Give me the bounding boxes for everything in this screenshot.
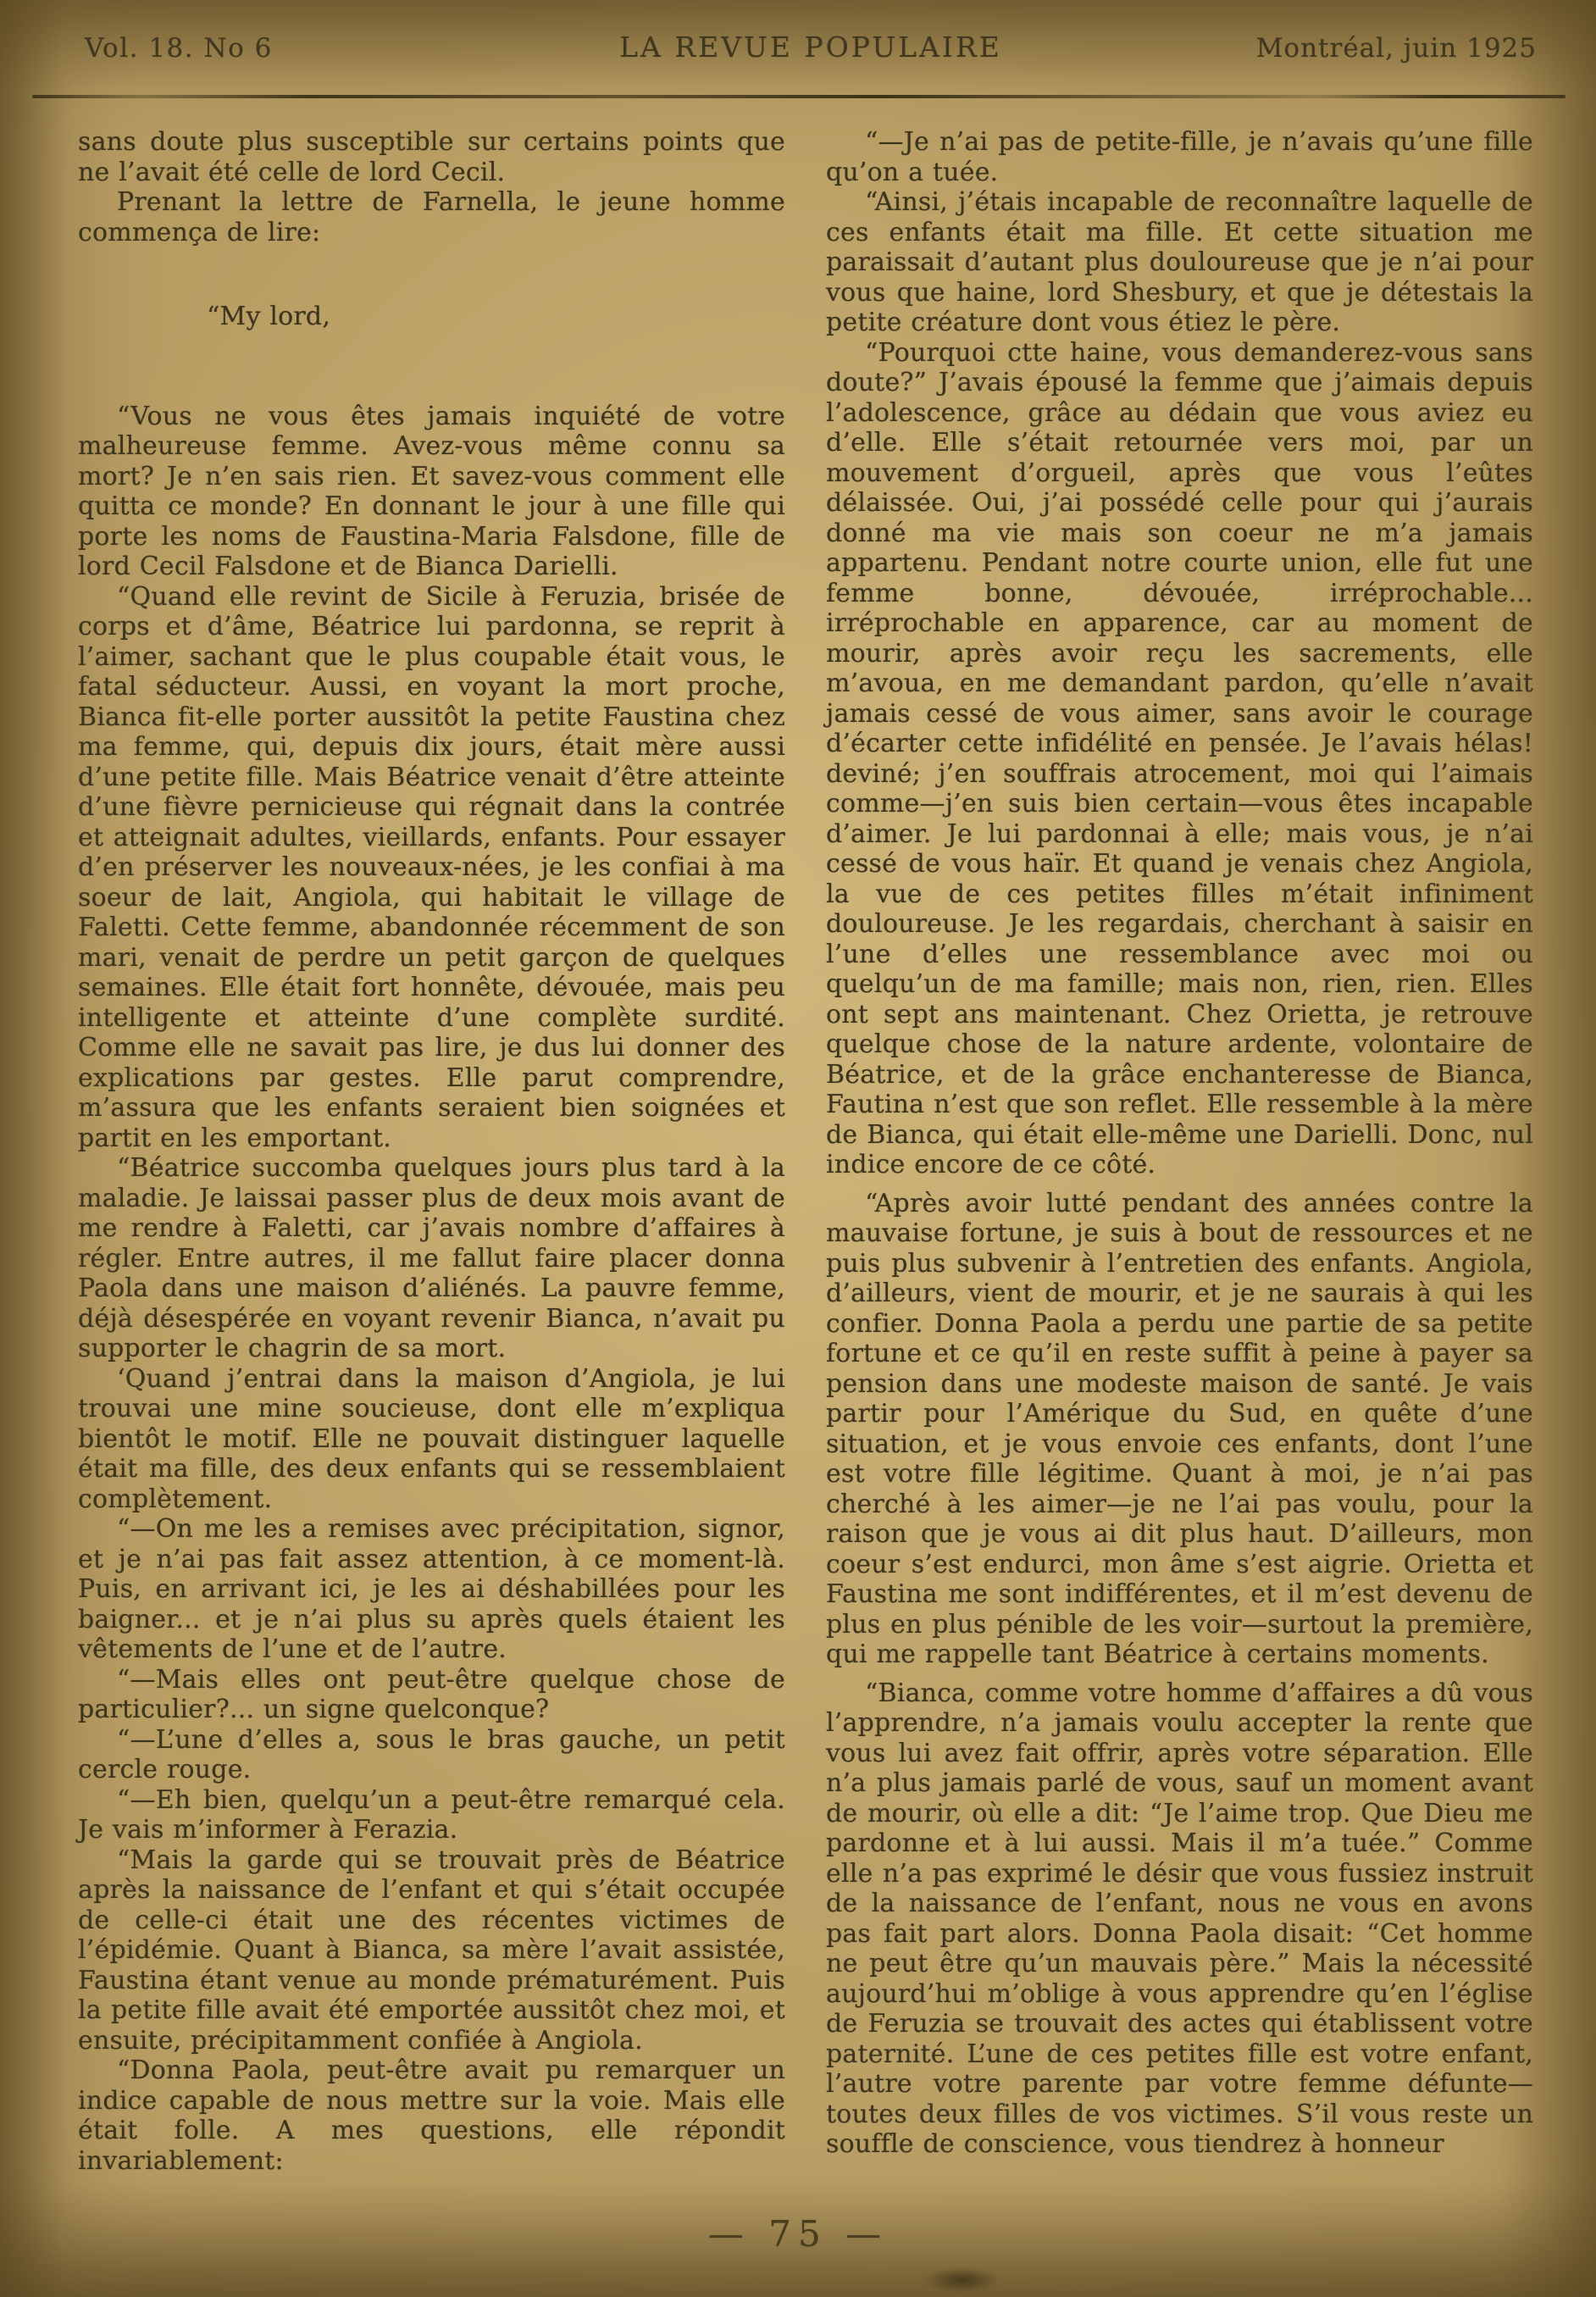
paragraph: Prenant la lettre de Farnella, le jeune homme commença de lire: [78, 187, 785, 247]
ink-smudge [923, 2267, 1000, 2293]
paragraph: “—Mais elles ont peut-être quelque chose de particulier?... un signe quelconque? [78, 1664, 785, 1724]
paragraph: ‘Quand j’entrai dans la maison d’Angiola, je lui trouvai une mine soucieuse, dont elle m’expliqua bientôt le motif. Elle ne pouvait distinguer laquelle était ma fille, des deux enfants qui se ressemblaient complètement. [78, 1363, 785, 1514]
letter-salutation: “My lord, [207, 302, 331, 331]
header-issue-date: Montréal, juin 1925 [1255, 33, 1537, 64]
paragraph: sans doute plus susceptible sur certains points que ne l’avait été celle de lord Cecil. [78, 127, 785, 187]
paragraph: “—On me les a remises avec précipitation, signor, et je n’ai pas fait assez attention, à ce moment-là. Puis, en arrivant ici, je les ai déshabillées pour les baigner... et je n’ai plus su après quels étaient les vêtements de l’une et de l’autre. [78, 1514, 785, 1664]
paragraph: “Bianca, comme votre homme d’affaires a dû vous l’apprendre, n’a jamais voulu accepter la rente que vous lui avez fait offrir, après votre séparation. Elle n’a plus jamais parlé de vous, sauf un moment avant de mourir, où elle a dit: “Je l’aime trop. Que Dieu me pardonne et à lui aussi. Mais il m’a tuée.” Comme elle n’a pas exprimé le désir que vous fussiez instruit de la naissance de l’enfant, nous ne vous en avons pas fait part alors. Donna Paola disait: “Cet homme ne peut être qu’un mauvais père.” Mais la nécessité aujourd’hui m’oblige à vous apprendre qu’en l’église de Feruzia se trouvait des actes qui établissent votre paternité. L’une de ces petites fille est votre enfant, l’autre votre parente par votre femme défunte—toutes deux filles de vos victimes. S’il vous reste un souffle de conscience, vous tiendrez à honneur [826, 1678, 1533, 2159]
article-body [78, 127, 1533, 2176]
page-footer [0, 2213, 1596, 2255]
paragraph: “Mais la garde qui se trouvait près de Béatrice après la naissance de l’enfant et qui s’était occupée de celle-ci était une des récentes victimes de l’épidémie. Quant à Bianca, sa mère l’avait assistée, Faustina étant venue au monde prématurément. Puis la petite fille avait été emportée aussitôt chez moi, et ensuite, précipitamment confiée à Angiola. [78, 1845, 785, 2056]
header-rule [32, 95, 1566, 98]
left-column [78, 127, 785, 2176]
paragraph: “—Je n’ai pas de petite-fille, je n’avais qu’une fille qu’on a tuée. [826, 127, 1533, 187]
header-volume: Vol. 18. No 6 [85, 33, 273, 64]
paragraph: “Vous ne vous êtes jamais inquiété de votre malheureuse femme. Avez-vous même connu sa mort? Je n’en sais rien. Et savez-vous comment elle quitta ce monde? En donnant le jour à une fille qui porte les noms de Faustina-Maria Falsdone, fille de lord Cecil Falsdone et de Bianca Darielli. [78, 401, 785, 581]
page-header [85, 31, 1537, 64]
paragraph: “Quand elle revint de Sicile à Feruzia, brisée de corps et d’âme, Béatrice lui pardonna, se reprit à l’aimer, sachant que le plus coupable était vous, le fatal séducteur. Aussi, en voyant la mort proche, Bianca fit-elle porter aussitôt la petite Faustina chez ma femme, qui, depuis dix jours, était mère aussi d’une petite fille. Mais Béatrice venait d’être atteinte d’une fièvre pernicieuse qui régnait dans la contrée et atteignait adultes, vieillards, enfants. Pour essayer d’en préserver les nouveaux-nées, je les confiai à ma soeur de lait, Angiola, qui habitait le village de Faletti. Cette femme, abandonnée récemment de son mari, venait de perdre un petit garçon de quelques semaines. Elle était fort honnête, dévouée, mais peu intelligente et atteinte d’une complète surdité. Comme elle ne savait pas lire, je dus lui donner des explications par gestes. Elle parut comprendre, m’assura que les enfants seraient bien soignées et partit en les emportant. [78, 581, 785, 1153]
paragraph: “Après avoir lutté pendant des années contre la mauvaise fortune, je suis à bout de ressources et ne puis plus subvenir à l’entretien des enfants. Angiola, d’ailleurs, vient de mourir, et je ne saurais à qui les confier. Donna Paola a perdu une partie de sa petite fortune et ce qu’il en reste suffit à peine à payer sa pension dans une modeste maison de santé. Je vais partir pour l’Amérique du Sud, en quête d’une situation, et je vous envoie ces enfants, dont l’une est votre fille légitime. Quant à moi, je n’ai pas cherché à les aimer—je ne l’ai pas voulu, pour la raison que je vous ai dit plus haut. D’ailleurs, mon coeur s’est endurci, mon âme s’est aigrie. Orietta et Faustina me sont indifférentes, et il m’est devenu de plus en plus pénible de les voir—surtout la première, qui me rappelle tant Béatrice à certains moments. [826, 1188, 1533, 1669]
right-column [826, 127, 1533, 2176]
paragraph: “—L’une d’elles a, sous le bras gauche, un petit cercle rouge. [78, 1724, 785, 1784]
paragraph: “Ainsi, j’étais incapable de reconnaître laquelle de ces enfants était ma fille. Et cette situation me paraissait d’autant plus douloureuse que je n’ai pour vous que haine, lord Shesbury, et que je détestais la petite créature dont vous étiez le père. [826, 187, 1533, 337]
paragraph: “Donna Paola, peut-être avait pu remarquer un indice capable de nous mettre sur la voie. Mais elle était folle. A mes questions, elle répondit invariablement: [78, 2056, 785, 2176]
page-title: LA REVUE POPULAIRE [619, 31, 1002, 64]
paragraph: “—Eh bien, quelqu’un a peut-être remarqué cela. Je vais m’informer à Ferazia. [78, 1784, 785, 1845]
paragraph: “Pourquoi ctte haine, vous demanderez-vous sans doute?” J’avais épousé la femme que j’aimais depuis l’adolescence, grâce au dédain que vous aviez eu d’elle. Elle s’était retournée vers moi, par un mouvement d’orgueil, après que vous l’eûtes délaissée. Oui, j’ai possédé celle pour qui j’aurais donné ma vie mais son coeur ne m’a jamais appartenu. Pendant notre courte union, elle fut une femme bonne, dévouée, irréprochable... irréprochable en apparence, car au moment de mourir, après avoir reçu les sacrements, elle m’avoua, en me demandant pardon, qu’elle n’avait jamais cessé de vous aimer, sans avoir le courage d’écarter cette infidélité en pensée. Je l’avais hélas! deviné; j’en souffrais atrocement, moi qui l’aimais comme—j’en suis bien certain—vous êtes incapable d’aimer. Je lui pardonnai à elle; mais vous, je n’ai cessé de vous haïr. Et quand je venais chez Angiola, la vue de ces petites filles m’était infiniment douloureuse. Je les regardais, cherchant à saisir en l’une d’elles une ressemblance avec moi ou quelqu’un de ma famille; mais non, rien, rien. Elles ont sept ans maintenant. Chez Orietta, je retrouve quelque chose de la nature ardente, volontaire de Béatrice, et de la grâce enchanteresse de Bianca, Fautina n’est que son reflet. Elle ressemble à la mère de Bianca, qui était elle-même une Darielli. Donc, nul indice encore de ce côté. [826, 337, 1533, 1179]
paragraph: “Béatrice succomba quelques jours plus tard à la maladie. Je laissai passer plus de deux mois avant de me rendre à Faletti, car j’avais nombre d’affaires à régler. Entre autres, il me fallut faire placer donna Paola dans une maison d’aliénés. La pauvre femme, déjà désespérée en voyant revenir Bianca, n’avait pu supporter le chagrin de sa mort. [78, 1153, 785, 1363]
page-number: — 75 — [707, 2213, 889, 2255]
